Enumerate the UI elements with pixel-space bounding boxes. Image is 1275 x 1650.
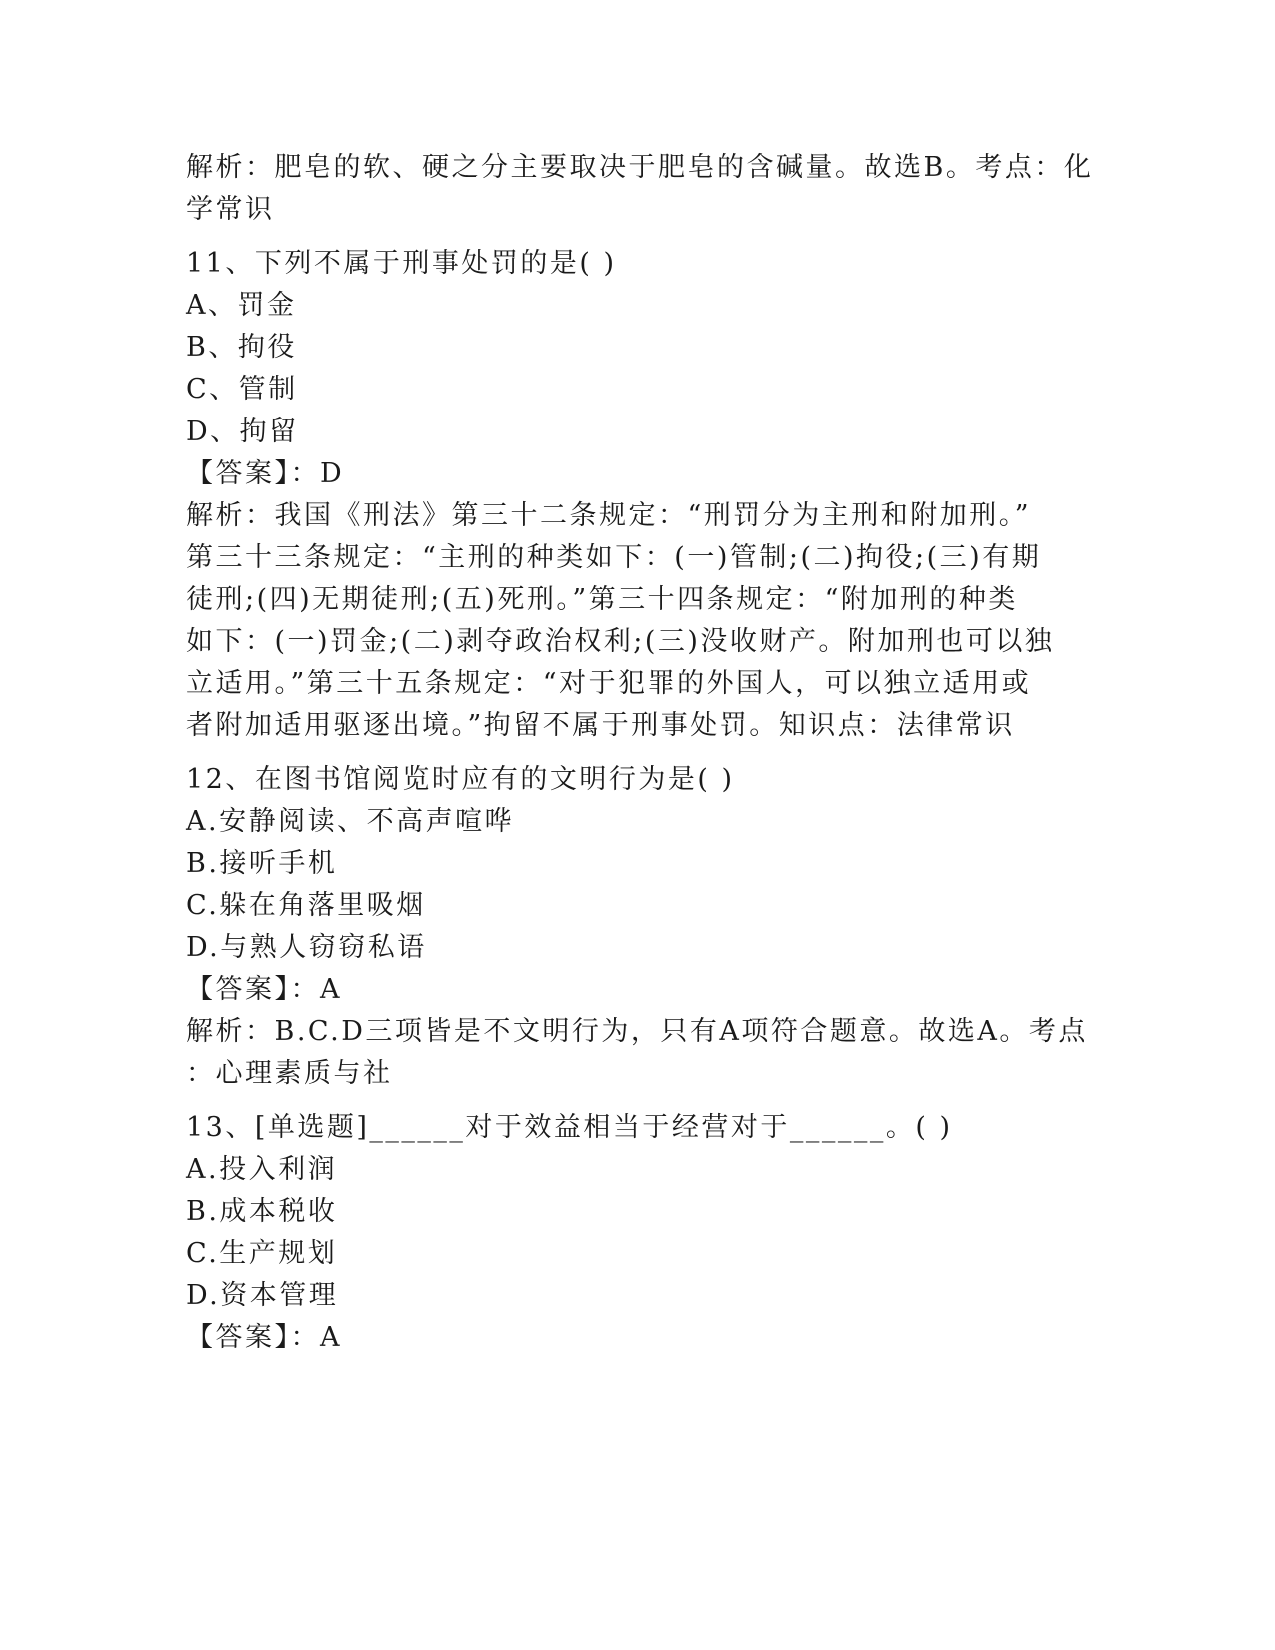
q13-answer: 【答案】：A xyxy=(186,1322,342,1353)
document-page xyxy=(186,147,1094,1359)
q11-analysis-line-2: 第三十三条规定：“主刑的种类如下：(一)管制;(二)拘役;(三)有期 xyxy=(186,542,1042,573)
q13-option-d: D.资本管理 xyxy=(186,1280,339,1311)
q11-analysis-line-5: 立适用。”第三十五条规定：“对于犯罪的外国人，可以独立适用或 xyxy=(186,668,1032,699)
q10-analysis-line-1: 解析：肥皂的软、硬之分主要取决于肥皂的含碱量。故选B。考点：化 xyxy=(186,152,1094,183)
q11-analysis-line-6: 者附加适用驱逐出境。”拘留不属于刑事处罚。知识点：法律常识 xyxy=(186,710,1015,741)
q12-option-d: D.与熟人窃窃私语 xyxy=(186,932,427,963)
q13-option-a: A.投入利润 xyxy=(186,1154,338,1185)
q12-option-a: A.安静阅读、不高声喧哗 xyxy=(186,806,515,837)
q11-option-c: C、管制 xyxy=(186,374,298,405)
q11-question: 11、下列不属于刑事处罚的是( ) xyxy=(186,248,617,279)
q12-question: 12、在图书馆阅览时应有的文明行为是( ) xyxy=(186,764,735,795)
q11-analysis-line-4: 如下：(一)罚金;(二)剥夺政治权利;(三)没收财产。附加刑也可以独 xyxy=(186,626,1055,657)
q11-option-d: D、拘留 xyxy=(186,416,299,447)
q11-answer: 【答案】：D xyxy=(186,458,345,489)
q13-option-b: B.成本税收 xyxy=(186,1196,338,1227)
q11-analysis-line-1: 解析：我国《刑法》第三十二条规定：“刑罚分为主刑和附加刑。” xyxy=(186,500,1032,531)
q10-analysis-line-2: 学常识 xyxy=(186,194,275,225)
q12-option-b: B.接听手机 xyxy=(186,848,338,879)
q11-analysis-line-3: 徒刑;(四)无期徒刑;(五)死刑。”第三十四条规定：“附加刑的种类 xyxy=(186,584,1018,615)
q11-option-a: A、罚金 xyxy=(186,290,297,321)
q11-option-b: B、拘役 xyxy=(186,332,297,363)
q12-analysis-line-1: 解析：B.C.D三项皆是不文明行为，只有A项符合题意。故选A。考点 xyxy=(186,1016,1088,1047)
q12-analysis-line-2: ：心理素质与社 xyxy=(186,1058,393,1089)
q13-option-c: C.生产规划 xyxy=(186,1238,338,1269)
q12-answer: 【答案】：A xyxy=(186,974,342,1005)
q13-question: 13、[单选题]______对于效益相当于经营对于______。( ) xyxy=(186,1112,953,1143)
q12-option-c: C.躲在角落里吸烟 xyxy=(186,890,426,921)
